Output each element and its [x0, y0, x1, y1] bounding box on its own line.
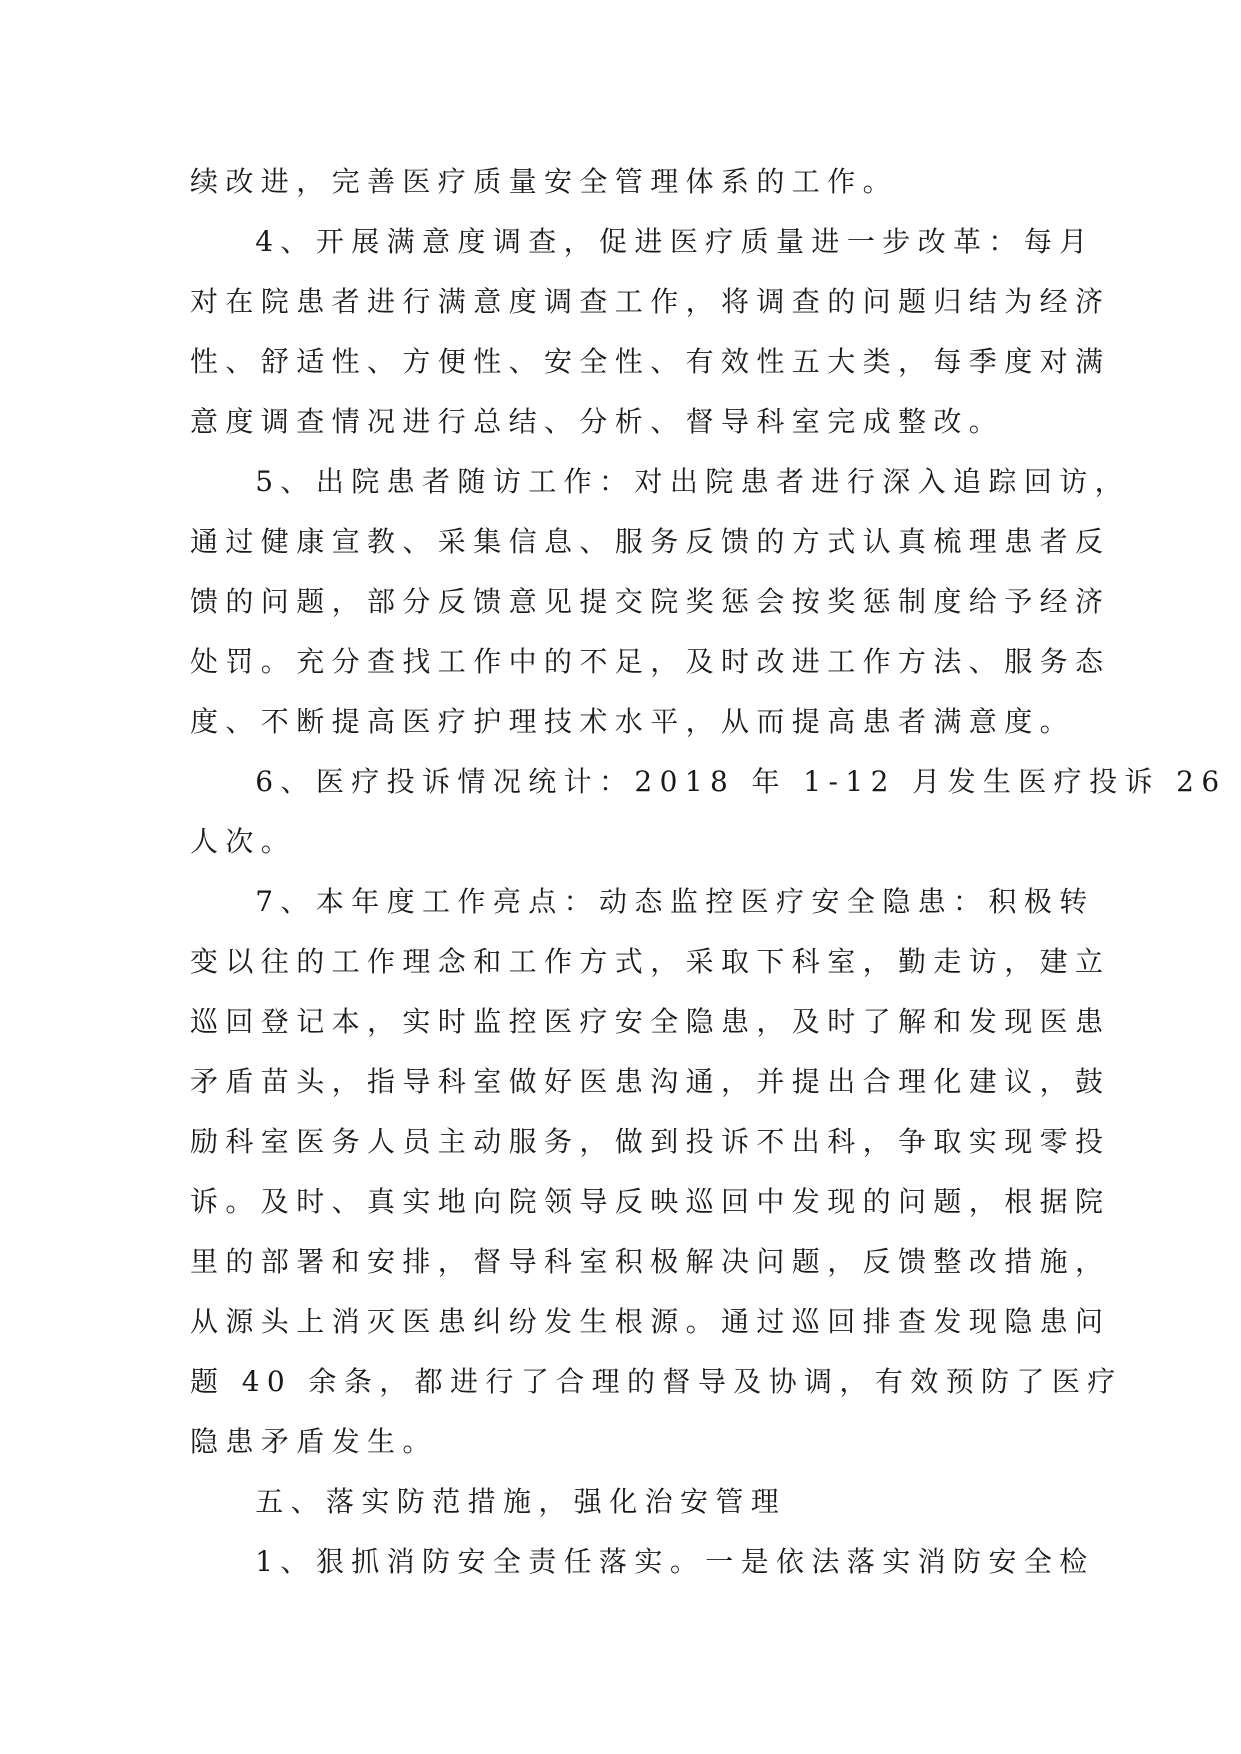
- text-line: 6、医疗投诉情况统计：2018 年 1-12 月发生医疗投诉 26: [190, 765, 1227, 798]
- text-line: 人次。: [190, 825, 297, 858]
- text-line: 巡回登记本，实时监控医疗安全隐患，及时了解和发现医患: [190, 1005, 1111, 1038]
- text-line: 从源头上消灭医患纠纷发生根源。通过巡回排查发现隐患问: [190, 1305, 1111, 1338]
- text-line: 性、舒适性、方便性、安全性、有效性五大类，每季度对满: [190, 345, 1111, 378]
- text-line: 馈的问题，部分反馈意见提交院奖惩会按奖惩制度给予经济: [190, 585, 1111, 618]
- text-line: 处罚。充分查找工作中的不足，及时改进工作方法、服务态: [190, 645, 1111, 678]
- text-line: 4、开展满意度调查，促进医疗质量进一步改革：每月: [190, 225, 1095, 258]
- text-line: 通过健康宣教、采集信息、服务反馈的方式认真梳理患者反: [190, 525, 1111, 558]
- text-line: 矛盾苗头，指导科室做好医患沟通，并提出合理化建议，鼓: [190, 1065, 1111, 1098]
- text-line: 5、出院患者随访工作：对出院患者进行深入追踪回访，: [190, 465, 1131, 498]
- text-line: 度、不断提高医疗护理技术水平，从而提高患者满意度。: [190, 705, 1076, 738]
- section-heading: 五、落实防范措施，强化治安管理: [190, 1485, 787, 1518]
- text-line: 对在院患者进行满意度调查工作，将调查的问题归结为经济: [190, 285, 1111, 318]
- text-line: 1、狠抓消防安全责任落实。一是依法落实消防安全检: [190, 1545, 1095, 1578]
- text-line: 诉。及时、真实地向院领导反映巡回中发现的问题，根据院: [190, 1185, 1111, 1218]
- text-line: 题 40 余条，都进行了合理的督导及协调，有效预防了医疗: [190, 1365, 1123, 1398]
- text-line: 变以往的工作理念和工作方式，采取下科室，勤走访，建立: [190, 945, 1111, 978]
- text-line: 隐患矛盾发生。: [190, 1425, 438, 1458]
- text-line: 7、本年度工作亮点：动态监控医疗安全隐患：积极转: [190, 885, 1095, 918]
- text-line: 里的部署和安排，督导科室积极解决问题，反馈整改措施，: [190, 1245, 1111, 1278]
- text-line: 续改进，完善医疗质量安全管理体系的工作。: [190, 165, 899, 198]
- text-line: 励科室医务人员主动服务，做到投诉不出科，争取实现零投: [190, 1125, 1111, 1158]
- text-line: 意度调查情况进行总结、分析、督导科室完成整改。: [190, 405, 1005, 438]
- document-body: [190, 152, 1227, 1592]
